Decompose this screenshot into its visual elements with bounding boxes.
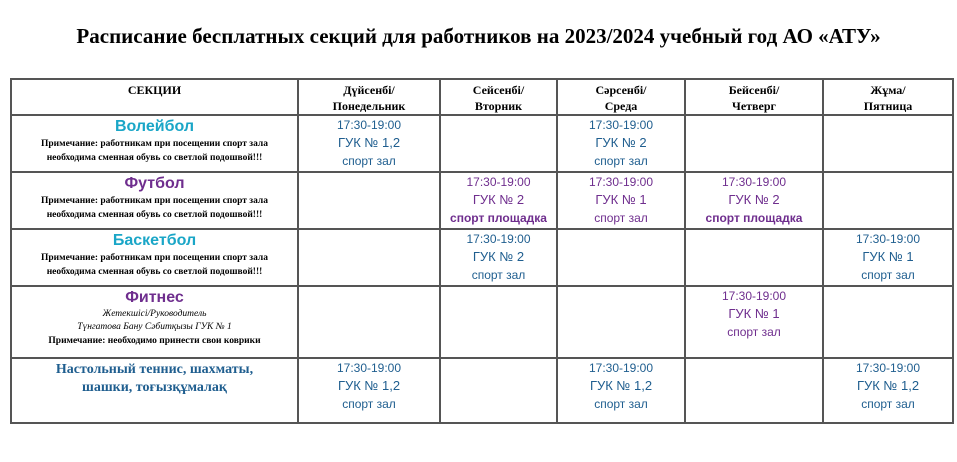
section-cell <box>11 229 298 286</box>
header-tuesday <box>440 79 557 115</box>
day-kz: Сейсенбі/ <box>472 83 525 97</box>
slot-wednesday <box>557 229 685 286</box>
section-cell <box>11 358 298 423</box>
slot-venue: спорт зал <box>594 211 648 225</box>
slot-place: ГУК № 1,2 <box>337 135 401 150</box>
slot-place: ГУК № 1 <box>595 192 647 207</box>
day-ru: Четверг <box>732 99 776 113</box>
slot-venue: спорт зал <box>861 268 915 282</box>
slot-friday <box>823 115 953 172</box>
section-note: Примечание: работникам при посещении спорт зала <box>40 196 268 206</box>
slot-venue: спорт площадка <box>705 211 803 225</box>
day-ru: Среда <box>604 99 638 113</box>
day-kz: Жұма/ <box>870 83 906 97</box>
slot-place: ГУК № 2 <box>472 249 525 264</box>
slot-place: ГУК № 1 <box>728 306 780 321</box>
day-ru: Пятница <box>863 99 913 113</box>
slot-place: ГУК № 1,2 <box>337 378 401 393</box>
slot-wednesday <box>557 358 685 423</box>
row-table-tennis <box>11 358 953 423</box>
schedule-table <box>10 78 954 424</box>
slot-tuesday <box>440 229 557 286</box>
slot-wednesday <box>557 286 685 358</box>
slot-place: ГУК № 1,2 <box>856 378 920 393</box>
slot-time: 17:30-19:00 <box>466 175 531 189</box>
section-name: Волейбол <box>114 118 195 135</box>
slot-place: ГУК № 2 <box>472 192 525 207</box>
section-cell <box>11 172 298 229</box>
day-ru: Вторник <box>474 99 523 113</box>
slot-tuesday <box>440 172 557 229</box>
slot-time: 17:30-19:00 <box>588 361 654 375</box>
slot-monday <box>298 286 440 358</box>
slot-monday <box>298 172 440 229</box>
slot-venue: спорт зал <box>342 154 396 168</box>
slot-thursday <box>685 115 823 172</box>
slot-friday <box>823 229 953 286</box>
slot-venue: спорт зал <box>861 397 915 411</box>
section-name: Настольный теннис, шахматы, <box>55 362 254 377</box>
slot-time: 17:30-19:00 <box>336 118 402 132</box>
slot-monday <box>298 358 440 423</box>
day-kz: Сәрсенбі/ <box>595 83 647 97</box>
day-ru: Понедельник <box>332 99 406 113</box>
slot-time: 17:30-19:00 <box>466 232 531 246</box>
slot-time: 17:30-19:00 <box>855 361 921 375</box>
slot-tuesday <box>440 286 557 358</box>
slot-tuesday <box>440 115 557 172</box>
slot-time: 17:30-19:00 <box>721 175 787 189</box>
section-leader-name: Түнгатова Бану Сәбитқызы ГУК № 1 <box>77 322 232 332</box>
header-wednesday <box>557 79 685 115</box>
slot-thursday <box>685 229 823 286</box>
slot-place: ГУК № 2 <box>728 192 780 207</box>
section-cell <box>11 115 298 172</box>
slot-time: 17:30-19:00 <box>588 118 654 132</box>
section-note: Примечание: работникам при посещении спорт зала <box>40 253 268 263</box>
day-kz: Бейсенбі/ <box>728 83 780 97</box>
header-friday <box>823 79 953 115</box>
slot-friday <box>823 172 953 229</box>
slot-time: 17:30-19:00 <box>588 175 654 189</box>
section-note: необходима сменная обувь со светлой подошвой!!! <box>46 210 263 220</box>
slot-venue: спорт зал <box>471 268 526 282</box>
page-title: Расписание бесплатных секций для работников на 2023/2024 учебный год АО «АТУ» <box>76 24 881 48</box>
section-name: Фитнес <box>125 289 184 306</box>
slot-monday <box>298 229 440 286</box>
slot-venue: спорт зал <box>594 397 648 411</box>
section-note: Примечание: необходимо принести свои коврики <box>48 336 261 346</box>
section-cell <box>11 286 298 358</box>
slot-venue: спорт зал <box>594 154 648 168</box>
slot-venue: спорт зал <box>727 325 781 339</box>
slot-time: 17:30-19:00 <box>721 289 787 303</box>
section-note: необходима сменная обувь со светлой подошвой!!! <box>46 267 263 277</box>
slot-venue: спорт зал <box>342 397 396 411</box>
slot-friday <box>823 286 953 358</box>
header-thursday <box>685 79 823 115</box>
day-kz: Дүйсенбі/ <box>343 83 395 97</box>
slot-thursday <box>685 172 823 229</box>
row-football <box>11 172 953 229</box>
slot-friday <box>823 358 953 423</box>
slot-place: ГУК № 2 <box>595 135 647 150</box>
slot-wednesday <box>557 115 685 172</box>
header-monday <box>298 79 440 115</box>
header-row <box>11 79 953 115</box>
section-note: Примечание: работникам при посещении спорт зала <box>40 139 268 149</box>
slot-tuesday <box>440 358 557 423</box>
section-name: Футбол <box>124 175 185 192</box>
slot-venue: спорт площадка <box>450 211 547 225</box>
row-fitness <box>11 286 953 358</box>
slot-thursday <box>685 286 823 358</box>
slot-place: ГУК № 1 <box>862 249 914 264</box>
slot-monday <box>298 115 440 172</box>
slot-place: ГУК № 1,2 <box>589 378 653 393</box>
header-sections: СЕКЦИИ <box>11 79 298 115</box>
section-note: необходима сменная обувь со светлой подошвой!!! <box>46 153 263 163</box>
slot-thursday <box>685 358 823 423</box>
row-volleyball <box>11 115 953 172</box>
section-name: Баскетбол <box>112 232 197 249</box>
row-basketball <box>11 229 953 286</box>
slot-wednesday <box>557 172 685 229</box>
slot-time: 17:30-19:00 <box>855 232 921 246</box>
slot-time: 17:30-19:00 <box>336 361 402 375</box>
section-name: шашки, тоғызқұмалақ <box>82 380 227 395</box>
section-leader-label: Жетекшісі/Руководитель <box>102 309 207 319</box>
